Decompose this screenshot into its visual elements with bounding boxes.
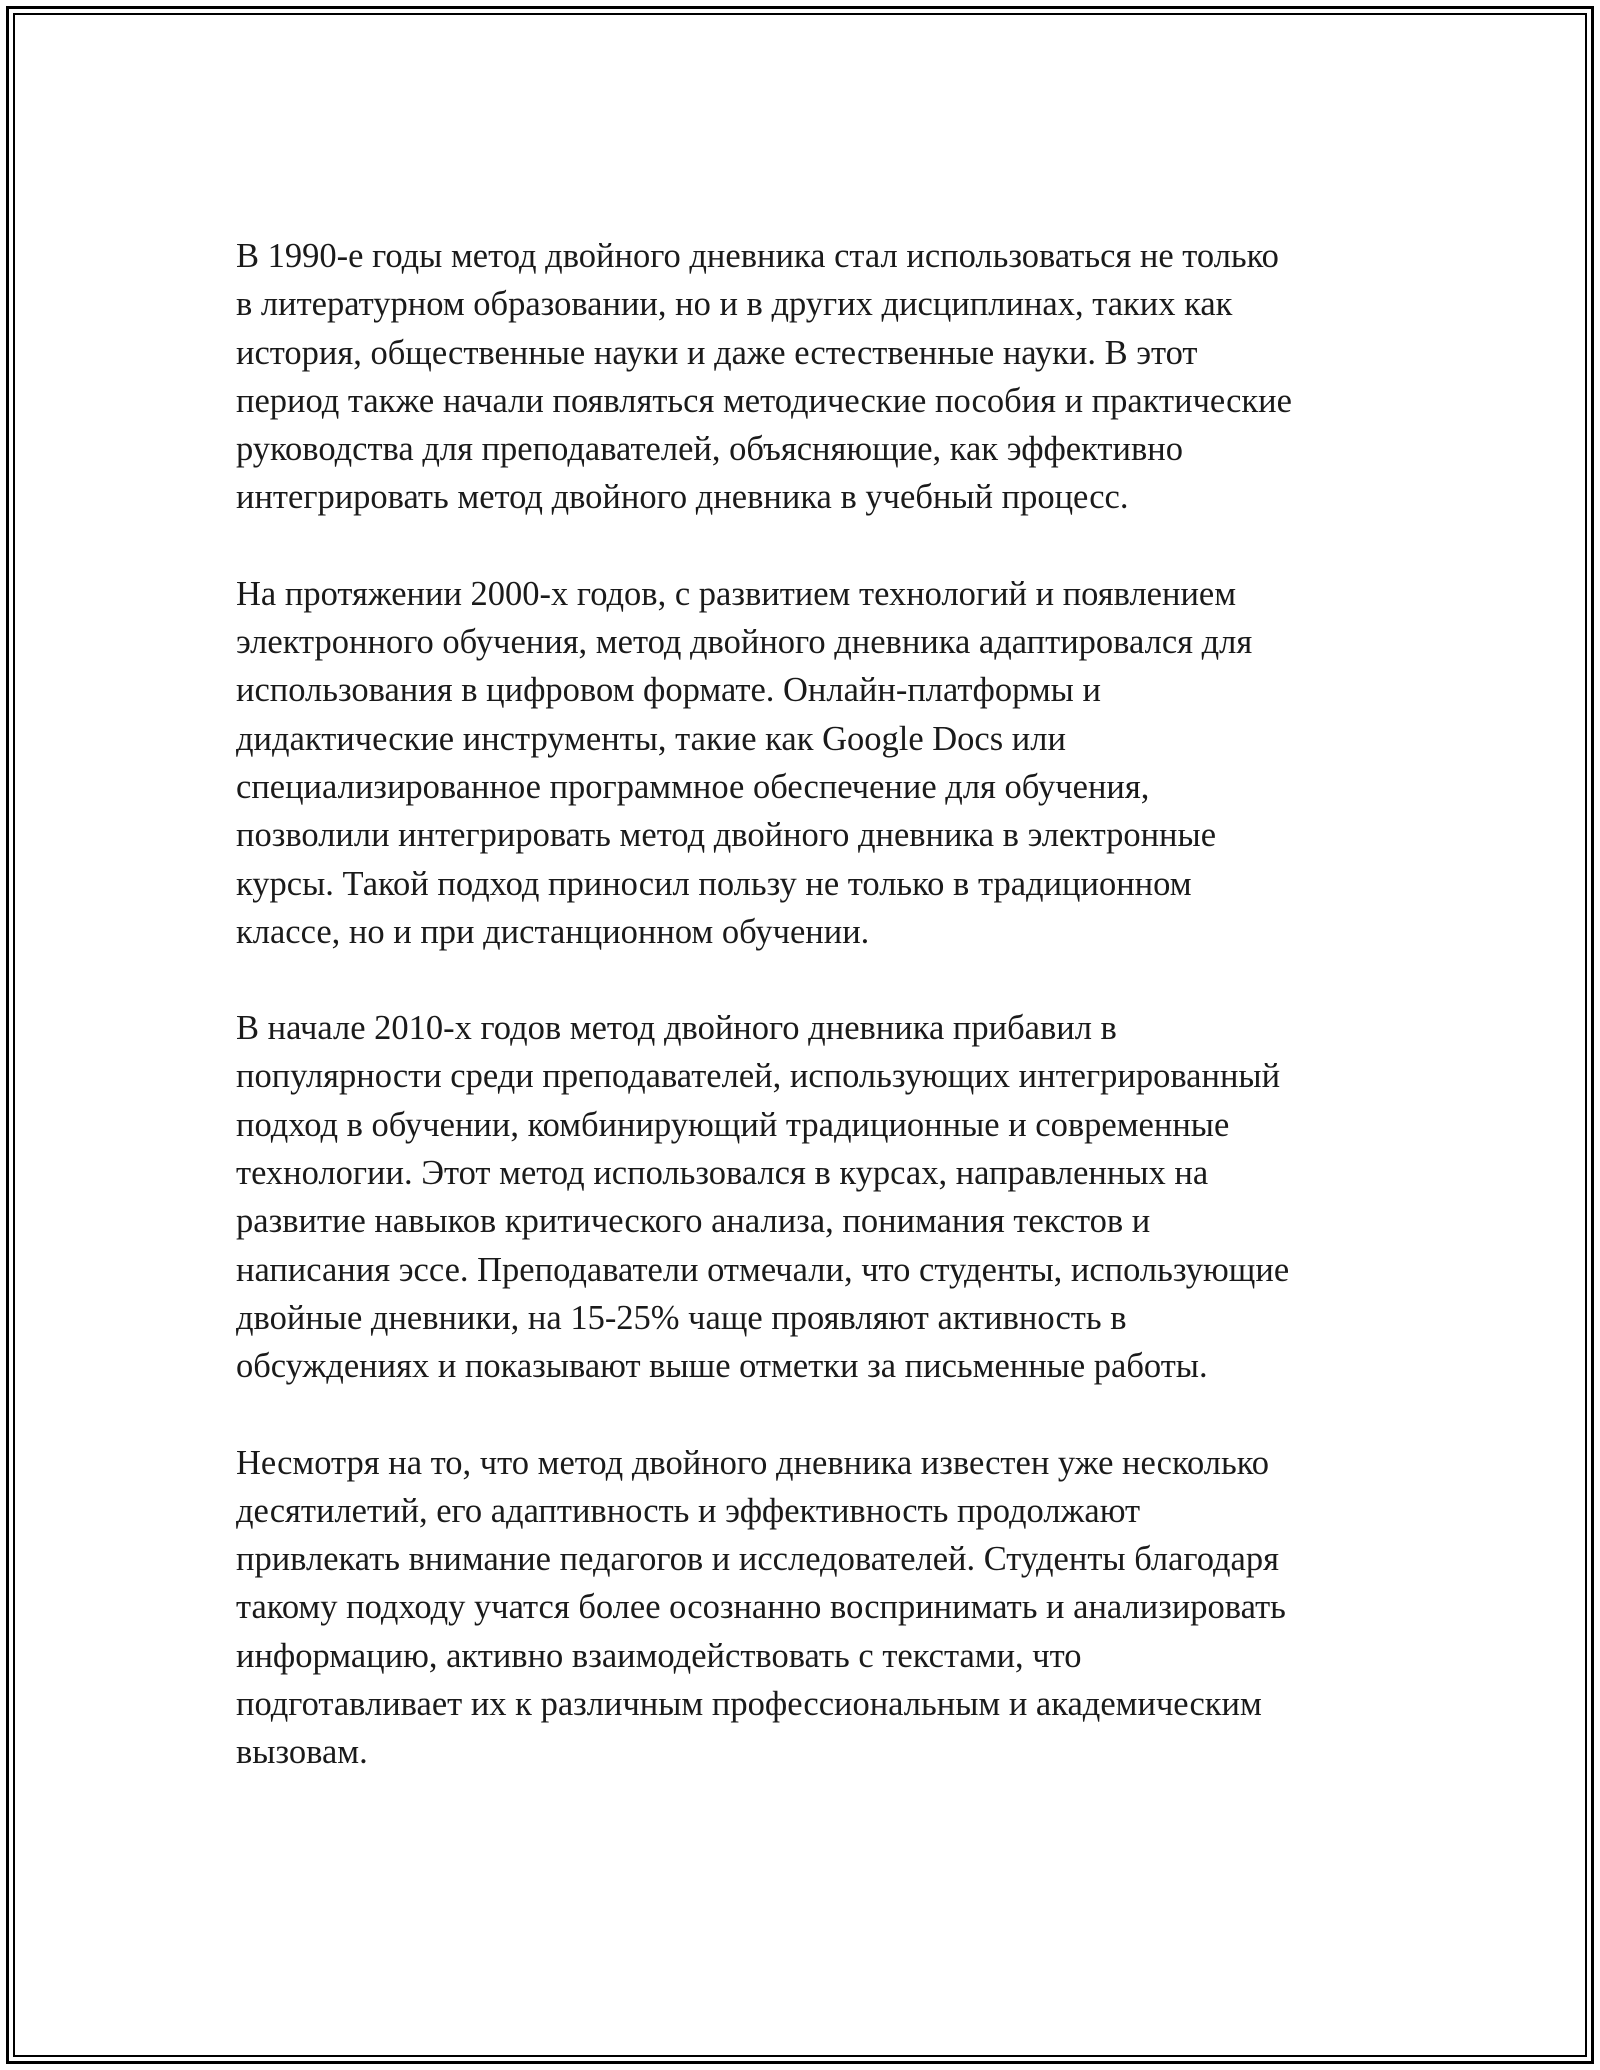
text-line: использования в цифровом формате. Онлайн-платформы и xyxy=(236,671,1101,710)
paragraph xyxy=(236,570,1386,956)
text-line: написания эссе. Преподаватели отмечали, что студенты, использующие xyxy=(236,1250,1290,1289)
text-line: история, общественные науки и даже естественные науки. В этот xyxy=(236,333,1198,372)
text-line: обсуждениях и показывают выше отметки за письменные работы. xyxy=(236,1347,1208,1386)
text-line: развитие навыков критического анализа, понимания текстов и xyxy=(236,1202,1151,1241)
text-line: десятилетий, его адаптивность и эффективность продолжают xyxy=(236,1491,1141,1530)
text-line: технологии. Этот метод использовался в курсах, направленных на xyxy=(236,1154,1209,1193)
text-line: вызовам. xyxy=(236,1733,368,1772)
text-line: В начале 2010-х годов метод двойного дневника прибавил в xyxy=(236,1009,1117,1048)
text-line: специализированное программное обеспечение для обучения, xyxy=(236,767,1150,806)
text-line: На протяжении 2000-х годов, с развитием технологий и появлением xyxy=(236,574,1237,613)
text-line: популярности среди преподавателей, использующих интегрированный xyxy=(236,1057,1281,1096)
document-body xyxy=(236,232,1386,1825)
text-line: подход в обучении, комбинирующий традиционные и современные xyxy=(236,1105,1230,1144)
text-line: курсы. Такой подход приносил пользу не только в традиционном xyxy=(236,864,1192,903)
text-line: Несмотря на то, что метод двойного дневника известен уже несколько xyxy=(236,1443,1269,1482)
paragraph xyxy=(236,1004,1386,1390)
paragraph xyxy=(236,1439,1386,1777)
text-line: в литературном образовании, но и в других дисциплинах, таких как xyxy=(236,285,1233,324)
text-line: привлекать внимание педагогов и исследователей. Студенты благодаря xyxy=(236,1540,1279,1579)
text-line: руководства для преподавателей, объясняющие, как эффективно xyxy=(236,430,1183,469)
text-line: классе, но и при дистанционном обучении. xyxy=(236,912,870,951)
text-line: подготавливает их к различным профессиональным и академическим xyxy=(236,1685,1262,1724)
text-line: такому подходу учатся более осознанно воспринимать и анализировать xyxy=(236,1588,1286,1627)
text-line: позволили интегрировать метод двойного дневника в электронные xyxy=(236,816,1217,855)
text-line: двойные дневники, на 15-25% чаще проявляют активность в xyxy=(236,1298,1127,1337)
text-line: дидактические инструменты, такие как Google Docs или xyxy=(236,719,1066,758)
paragraph xyxy=(236,232,1386,522)
text-line: интегрировать метод двойного дневника в учебный процесс. xyxy=(236,478,1129,517)
text-line: информацию, активно взаимодействовать с текстами, что xyxy=(236,1636,1082,1675)
text-line: электронного обучения, метод двойного дневника адаптировался для xyxy=(236,623,1253,662)
text-line: период также начали появляться методические пособия и практические xyxy=(236,381,1292,420)
text-line: В 1990-е годы метод двойного дневника стал использоваться не только xyxy=(236,237,1279,275)
